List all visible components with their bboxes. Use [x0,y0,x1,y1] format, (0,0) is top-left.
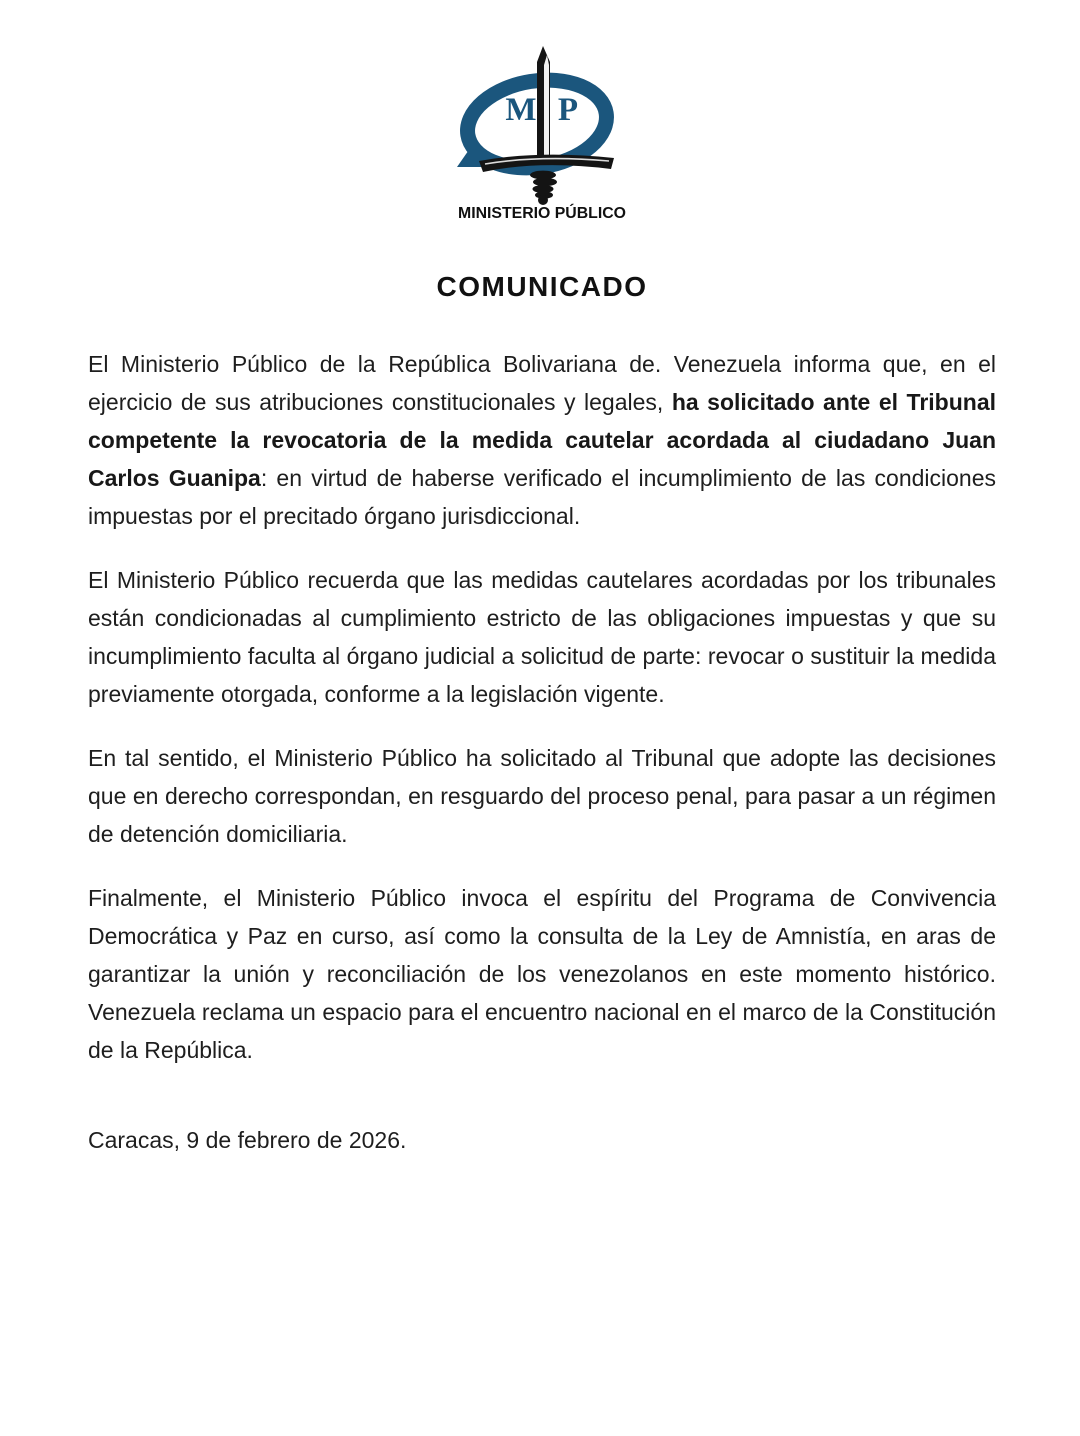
ministerio-publico-logo [427,40,657,225]
logo-wordmark: MINISTERIO PÚBLICO [458,205,623,222]
text-run: : en virtud de haberse verificado el incumplimiento de las condiciones impuestas por el precitado órgano jurisdiccional. [88,465,996,529]
text-run: El Ministerio Público recuerda que las medidas cautelares acordadas por los tribunales están condicionadas al cumplimiento estricto de las obligaciones impuestas y que su incumplimiento faculta al órgano judicial a solicitud de parte: revocar o sustituir la medida previamente otorgada, conforme a la legislación vigente. [88,567,996,707]
text-run: Finalmente, el Ministerio Público invoca el espíritu del Programa de Convivencia Democrática y Paz en curso, así como la consulta de la Ley de Amnistía, en aras de garantizar la unión y reconciliación de los venezolanos en este momento histórico. Venezuela reclama un espacio para el encuentro nacional en el marco de la Constitución de la República. [88,885,996,1063]
text-run: El Ministerio Público de la República Bolivariana de. Venezuela informa que, en el ejercicio de sus atribuciones constitucionales y legales, [88,351,996,415]
sword-grip-coil [533,178,557,186]
sword-blade-highlight [544,55,549,157]
paragraph-1 [88,345,996,535]
dateline: Caracas, 9 de febrero de 2026. [88,1127,407,1153]
ministerio-publico-emblem-icon [427,40,657,225]
sword-pommel [538,195,548,205]
page-title: COMUNICADO [436,271,648,302]
sword-icon [479,46,614,205]
text-run-bold: ha solicitado ante el Tribunal competente la revocatoria de la medida cautelar acordada al ciudadano Juan Carlos Guanipa [88,389,996,491]
paragraph-3 [88,739,996,853]
paragraph-2 [88,561,996,713]
paragraph-4 [88,879,996,1069]
logo-letter-m: M [505,92,537,128]
logo-letter-p: P [557,92,579,128]
text-run: En tal sentido, el Ministerio Público ha solicitado al Tribunal que adopte las decisiones que en derecho correspondan, en resguardo del proceso penal, para pasar a un régimen de detención domiciliaria. [88,745,996,847]
